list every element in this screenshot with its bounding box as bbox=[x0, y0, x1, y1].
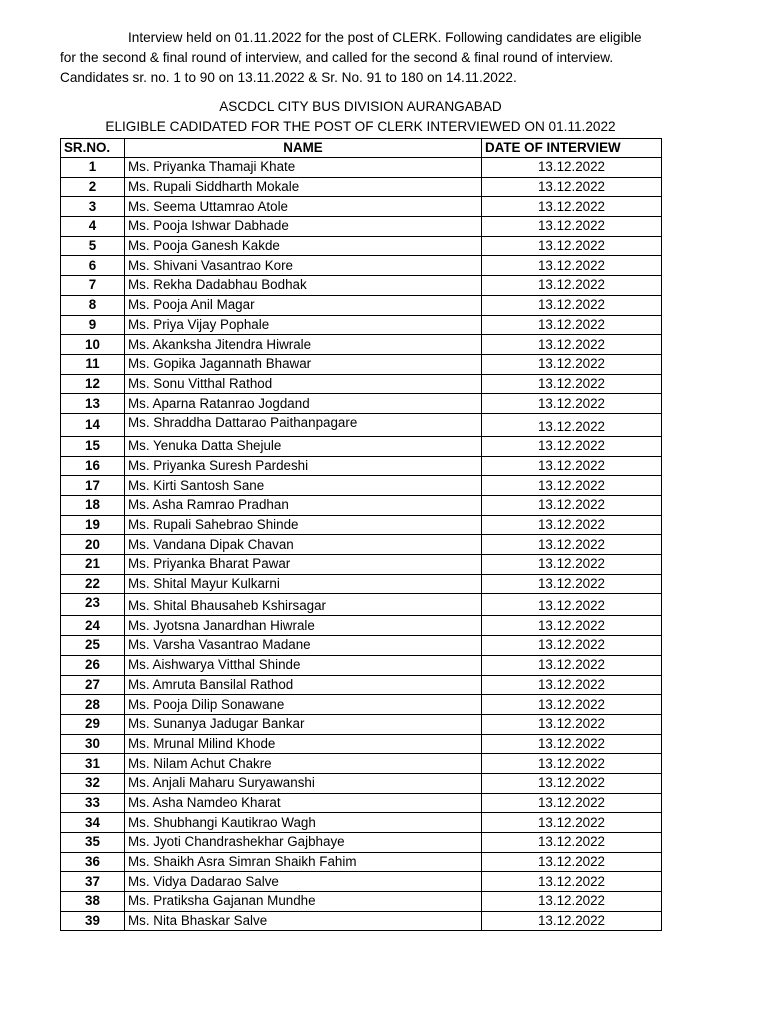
sr-no-cell: 2 bbox=[61, 177, 125, 197]
sr-no-cell: 10 bbox=[61, 335, 125, 355]
name-cell: Ms. Mrunal Milind Khode bbox=[125, 734, 482, 754]
date-cell: 13.12.2022 bbox=[482, 594, 662, 616]
sr-no-cell: 7 bbox=[61, 276, 125, 296]
sr-no-cell: 13 bbox=[61, 394, 125, 414]
date-cell: 13.12.2022 bbox=[482, 911, 662, 931]
sr-no-cell: 15 bbox=[61, 436, 125, 456]
list-subtitle: ELIGIBLE CADIDATED FOR THE POST OF CLERK INTERVIEWED ON 01.11.2022 bbox=[105, 119, 616, 134]
table-row bbox=[61, 852, 662, 872]
name-cell: Ms. Priyanka Thamaji Khate bbox=[125, 158, 482, 178]
name-cell: Ms. Rupali Sahebrao Shinde bbox=[125, 515, 482, 535]
table-row bbox=[61, 335, 662, 355]
date-cell: 13.12.2022 bbox=[482, 496, 662, 516]
intro-line-3: Candidates sr. no. 1 to 90 on 13.11.2022 & Sr. No. 91 to 180 on 14.11.2022. bbox=[60, 70, 517, 85]
sr-no-cell: 19 bbox=[61, 515, 125, 535]
sr-no-cell: 21 bbox=[61, 555, 125, 575]
date-cell: 13.12.2022 bbox=[482, 793, 662, 813]
date-cell: 13.12.2022 bbox=[482, 773, 662, 793]
name-cell: Ms. Sonu Vitthal Rathod bbox=[125, 374, 482, 394]
table-row bbox=[61, 714, 662, 734]
name-cell: Ms. Nilam Achut Chakre bbox=[125, 754, 482, 774]
table-row bbox=[61, 813, 662, 833]
date-cell: 13.12.2022 bbox=[482, 714, 662, 734]
date-cell: 13.12.2022 bbox=[482, 436, 662, 456]
sr-no-cell: 3 bbox=[61, 197, 125, 217]
table-row bbox=[61, 793, 662, 813]
header-date: DATE OF INTERVIEW bbox=[482, 139, 662, 158]
date-cell: 13.12.2022 bbox=[482, 394, 662, 414]
date-cell: 13.12.2022 bbox=[482, 335, 662, 355]
date-cell: 13.12.2022 bbox=[482, 476, 662, 496]
sr-no-cell: 39 bbox=[61, 911, 125, 931]
table-row bbox=[61, 315, 662, 335]
name-cell: Ms. Shubhangi Kautikrao Wagh bbox=[125, 813, 482, 833]
table-row bbox=[61, 276, 662, 296]
name-cell: Ms. Jyoti Chandrashekhar Gajbhaye bbox=[125, 833, 482, 853]
table-row bbox=[61, 236, 662, 256]
table-row bbox=[61, 413, 662, 436]
date-cell: 13.12.2022 bbox=[482, 655, 662, 675]
name-cell: Ms. Gopika Jagannath Bhawar bbox=[125, 354, 482, 374]
name-cell: Ms. Aparna Ratanrao Jogdand bbox=[125, 394, 482, 414]
sr-no-cell: 11 bbox=[61, 354, 125, 374]
table-row bbox=[61, 655, 662, 675]
date-cell: 13.12.2022 bbox=[482, 754, 662, 774]
date-cell: 13.12.2022 bbox=[482, 276, 662, 296]
table-row bbox=[61, 354, 662, 374]
name-cell: Ms. Pratiksha Gajanan Mundhe bbox=[125, 892, 482, 912]
name-cell: Ms. Vandana Dipak Chavan bbox=[125, 535, 482, 555]
name-cell: Ms. Yenuka Datta Shejule bbox=[125, 436, 482, 456]
name-cell: Ms. Priyanka Bharat Pawar bbox=[125, 555, 482, 575]
table-row bbox=[61, 256, 662, 276]
sr-no-cell: 8 bbox=[61, 295, 125, 315]
date-cell: 13.12.2022 bbox=[482, 256, 662, 276]
table-row bbox=[61, 574, 662, 594]
name-cell: Ms. Pooja Anil Magar bbox=[125, 295, 482, 315]
name-cell: Ms. Vidya Dadarao Salve bbox=[125, 872, 482, 892]
name-cell: Ms. Varsha Vasantrao Madane bbox=[125, 636, 482, 656]
table-row bbox=[61, 394, 662, 414]
table-row bbox=[61, 535, 662, 555]
table-row bbox=[61, 158, 662, 178]
table-row bbox=[61, 911, 662, 931]
sr-no-cell: 16 bbox=[61, 456, 125, 476]
name-cell: Ms. Aishwarya Vitthal Shinde bbox=[125, 655, 482, 675]
sr-no-cell: 25 bbox=[61, 636, 125, 656]
table-row bbox=[61, 515, 662, 535]
table-row bbox=[61, 594, 662, 616]
name-cell: Ms. Akanksha Jitendra Hiwrale bbox=[125, 335, 482, 355]
sr-no-cell: 9 bbox=[61, 315, 125, 335]
intro-paragraph bbox=[60, 28, 700, 88]
table-row bbox=[61, 374, 662, 394]
name-cell: Ms. Rekha Dadabhau Bodhak bbox=[125, 276, 482, 296]
sr-no-cell: 17 bbox=[61, 476, 125, 496]
date-cell: 13.12.2022 bbox=[482, 295, 662, 315]
date-cell: 13.12.2022 bbox=[482, 456, 662, 476]
date-cell: 13.12.2022 bbox=[482, 574, 662, 594]
name-cell: Ms. Priyanka Suresh Pardeshi bbox=[125, 456, 482, 476]
date-cell: 13.12.2022 bbox=[482, 872, 662, 892]
sr-no-cell: 1 bbox=[61, 158, 125, 178]
name-cell: Ms. Anjali Maharu Suryawanshi bbox=[125, 773, 482, 793]
name-cell: Ms. Shaikh Asra Simran Shaikh Fahim bbox=[125, 852, 482, 872]
sr-no-cell: 34 bbox=[61, 813, 125, 833]
sr-no-cell: 31 bbox=[61, 754, 125, 774]
sr-no-cell: 26 bbox=[61, 655, 125, 675]
name-cell: Ms. Sunanya Jadugar Bankar bbox=[125, 714, 482, 734]
table-row bbox=[61, 616, 662, 636]
table-row bbox=[61, 872, 662, 892]
sr-no-cell: 33 bbox=[61, 793, 125, 813]
name-cell: Ms. Pooja Ishwar Dabhade bbox=[125, 217, 482, 237]
name-cell: Ms. Pooja Ganesh Kakde bbox=[125, 236, 482, 256]
table-header-row bbox=[61, 139, 662, 158]
table-row bbox=[61, 197, 662, 217]
date-cell: 13.12.2022 bbox=[482, 374, 662, 394]
date-cell: 13.12.2022 bbox=[482, 734, 662, 754]
table-row bbox=[61, 555, 662, 575]
division-heading: ASCDCL CITY BUS DIVISION AURANGABAD bbox=[219, 99, 502, 114]
name-cell: Ms. Nita Bhaskar Salve bbox=[125, 911, 482, 931]
table-row bbox=[61, 476, 662, 496]
intro-line-1: Interview held on 01.11.2022 for the post of CLERK. Following candidates are eligible bbox=[128, 30, 642, 45]
date-cell: 13.12.2022 bbox=[482, 535, 662, 555]
table-row bbox=[61, 177, 662, 197]
date-cell: 13.12.2022 bbox=[482, 413, 662, 436]
table-row bbox=[61, 295, 662, 315]
table-row bbox=[61, 892, 662, 912]
header-name: NAME bbox=[125, 139, 482, 158]
date-cell: 13.12.2022 bbox=[482, 833, 662, 853]
date-cell: 13.12.2022 bbox=[482, 675, 662, 695]
table-row bbox=[61, 695, 662, 715]
table-row bbox=[61, 456, 662, 476]
table-row bbox=[61, 773, 662, 793]
date-cell: 13.12.2022 bbox=[482, 315, 662, 335]
sr-no-cell: 22 bbox=[61, 574, 125, 594]
sr-no-cell: 6 bbox=[61, 256, 125, 276]
sr-no-cell: 29 bbox=[61, 714, 125, 734]
table-row bbox=[61, 754, 662, 774]
name-cell: Ms. Shraddha Dattarao Paithanpagare bbox=[125, 413, 482, 436]
sr-no-cell: 37 bbox=[61, 872, 125, 892]
name-cell: Ms. Shivani Vasantrao Kore bbox=[125, 256, 482, 276]
sr-no-cell: 38 bbox=[61, 892, 125, 912]
name-cell: Ms. Asha Namdeo Kharat bbox=[125, 793, 482, 813]
sr-no-cell: 36 bbox=[61, 852, 125, 872]
table-row bbox=[61, 675, 662, 695]
date-cell: 13.12.2022 bbox=[482, 813, 662, 833]
date-cell: 13.12.2022 bbox=[482, 158, 662, 178]
date-cell: 13.12.2022 bbox=[482, 236, 662, 256]
sr-no-cell: 18 bbox=[61, 496, 125, 516]
date-cell: 13.12.2022 bbox=[482, 852, 662, 872]
name-cell: Ms. Seema Uttamrao Atole bbox=[125, 197, 482, 217]
name-cell: Ms. Shital Mayur Kulkarni bbox=[125, 574, 482, 594]
table-row bbox=[61, 636, 662, 656]
table-row bbox=[61, 436, 662, 456]
date-cell: 13.12.2022 bbox=[482, 515, 662, 535]
sr-no-cell: 28 bbox=[61, 695, 125, 715]
date-cell: 13.12.2022 bbox=[482, 217, 662, 237]
sr-no-cell: 32 bbox=[61, 773, 125, 793]
sr-no-cell: 5 bbox=[61, 236, 125, 256]
date-cell: 13.12.2022 bbox=[482, 197, 662, 217]
table-row bbox=[61, 833, 662, 853]
date-cell: 13.12.2022 bbox=[482, 695, 662, 715]
name-cell: Ms. Shital Bhausaheb Kshirsagar bbox=[125, 594, 482, 616]
name-cell: Ms. Pooja Dilip Sonawane bbox=[125, 695, 482, 715]
date-cell: 13.12.2022 bbox=[482, 636, 662, 656]
date-cell: 13.12.2022 bbox=[482, 177, 662, 197]
sr-no-cell: 23 bbox=[61, 594, 125, 616]
sr-no-cell: 4 bbox=[61, 217, 125, 237]
table-row bbox=[61, 217, 662, 237]
date-cell: 13.12.2022 bbox=[482, 616, 662, 636]
name-cell: Ms. Rupali Siddharth Mokale bbox=[125, 177, 482, 197]
name-cell: Ms. Priya Vijay Pophale bbox=[125, 315, 482, 335]
table-row bbox=[61, 734, 662, 754]
name-cell: Ms. Asha Ramrao Pradhan bbox=[125, 496, 482, 516]
name-cell: Ms. Jyotsna Janardhan Hiwrale bbox=[125, 616, 482, 636]
intro-line-2: for the second & final round of interview, and called for the second & final round of interview. bbox=[60, 50, 614, 65]
sr-no-cell: 12 bbox=[61, 374, 125, 394]
sr-no-cell: 24 bbox=[61, 616, 125, 636]
date-cell: 13.12.2022 bbox=[482, 555, 662, 575]
date-cell: 13.12.2022 bbox=[482, 892, 662, 912]
sr-no-cell: 27 bbox=[61, 675, 125, 695]
sr-no-cell: 14 bbox=[61, 413, 125, 436]
table-row bbox=[61, 496, 662, 516]
sr-no-cell: 35 bbox=[61, 833, 125, 853]
name-cell: Ms. Amruta Bansilal Rathod bbox=[125, 675, 482, 695]
name-cell: Ms. Kirti Santosh Sane bbox=[125, 476, 482, 496]
header-sr-no: SR.NO. bbox=[61, 139, 125, 158]
sr-no-cell: 30 bbox=[61, 734, 125, 754]
candidates-table bbox=[60, 138, 662, 931]
date-cell: 13.12.2022 bbox=[482, 354, 662, 374]
sr-no-cell: 20 bbox=[61, 535, 125, 555]
